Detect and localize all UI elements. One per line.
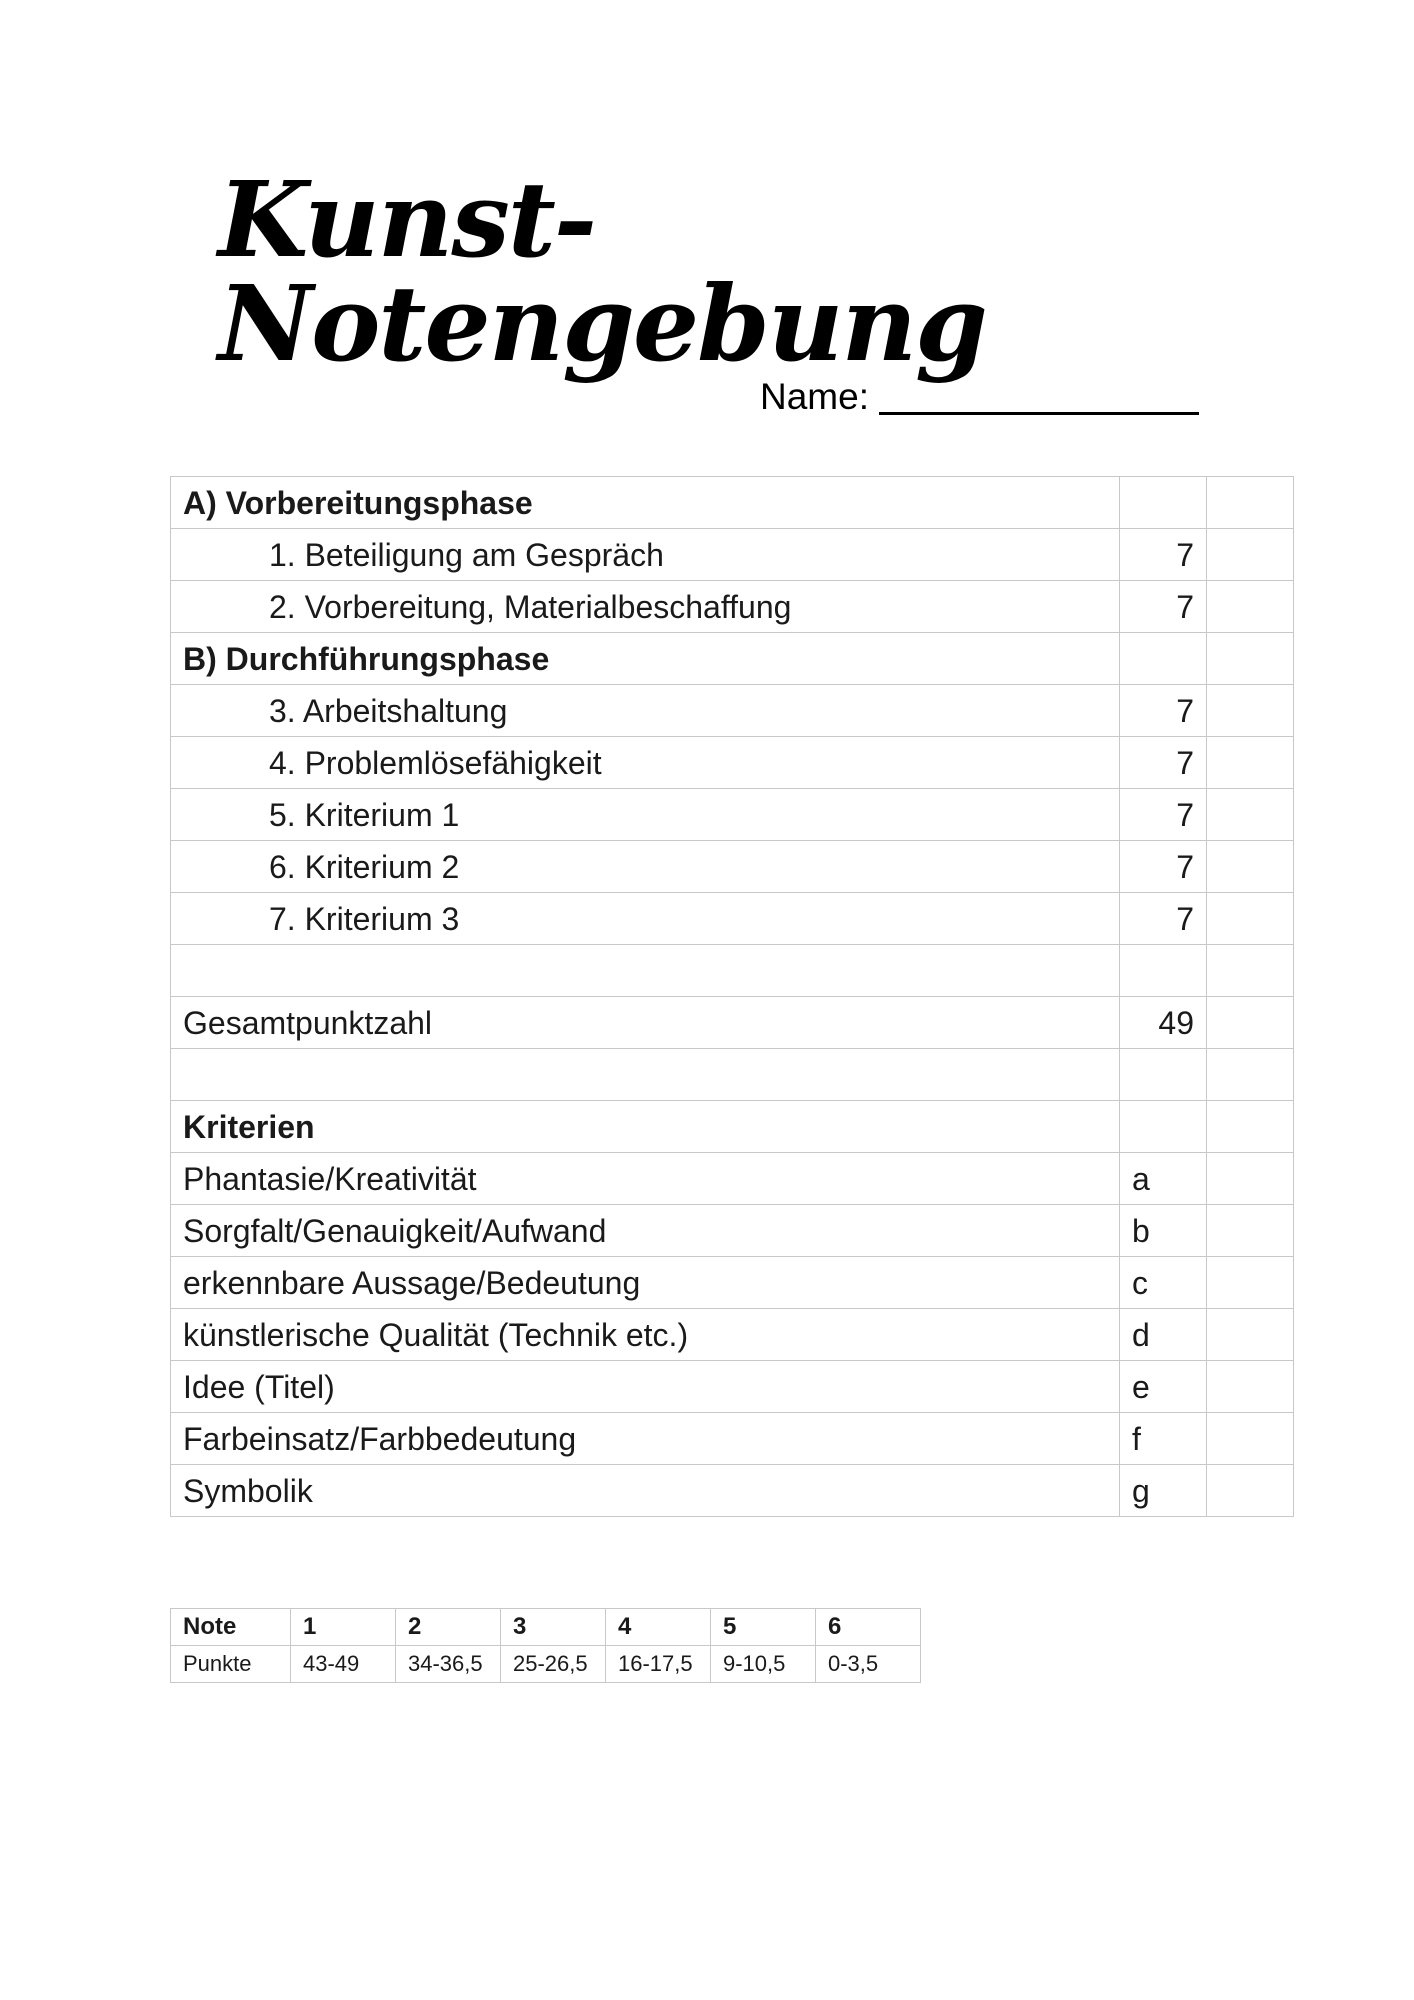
grading-row-label: 3. Arbeitshaltung — [171, 685, 1120, 737]
grading-row-value: 7 — [1120, 789, 1207, 841]
grading-row-label: 4. Problemlösefähigkeit — [171, 737, 1120, 789]
grade-scale-grade: 1 — [291, 1609, 396, 1646]
grading-row-value — [1120, 945, 1207, 997]
grading-row-score-cell — [1207, 841, 1294, 893]
grading-row-score-cell — [1207, 581, 1294, 633]
grading-row-score-cell — [1207, 1309, 1294, 1361]
grading-row — [171, 1413, 1294, 1465]
name-blank-line — [879, 374, 1199, 415]
grade-scale-table — [170, 1608, 921, 1683]
grading-row-value: e — [1120, 1361, 1207, 1413]
grading-row-score-cell — [1207, 997, 1294, 1049]
grading-table-body — [171, 477, 1294, 1517]
name-label: Name: — [760, 376, 869, 417]
grading-row-score-cell — [1207, 1153, 1294, 1205]
grading-row-value — [1120, 633, 1207, 685]
grading-row-label: Idee (Titel) — [171, 1361, 1120, 1413]
grading-row — [171, 529, 1294, 581]
grading-row-label: B) Durchführungsphase — [171, 633, 1120, 685]
grading-row-score-cell — [1207, 1413, 1294, 1465]
grading-row-score-cell — [1207, 633, 1294, 685]
grade-scale-grade: 4 — [606, 1609, 711, 1646]
grading-row-score-cell — [1207, 737, 1294, 789]
grading-row-label: Gesamtpunktzahl — [171, 997, 1120, 1049]
grading-row-score-cell — [1207, 477, 1294, 529]
grading-row — [171, 1309, 1294, 1361]
grading-row — [171, 1257, 1294, 1309]
grade-scale-points: 43-49 — [291, 1646, 396, 1683]
grading-row-value: 7 — [1120, 893, 1207, 945]
grading-row-score-cell — [1207, 893, 1294, 945]
grading-row-label: erkennbare Aussage/Bedeutung — [171, 1257, 1120, 1309]
grading-row-score-cell — [1207, 685, 1294, 737]
grading-row-value: d — [1120, 1309, 1207, 1361]
grading-row — [171, 1361, 1294, 1413]
grading-row-score-cell — [1207, 789, 1294, 841]
grading-row — [171, 633, 1294, 685]
grade-scale-header-label: Note — [171, 1609, 291, 1646]
grading-row — [171, 841, 1294, 893]
grading-row — [171, 685, 1294, 737]
grading-row-label: Farbeinsatz/Farbbedeutung — [171, 1413, 1120, 1465]
grading-row — [171, 789, 1294, 841]
grade-scale-points: 34-36,5 — [396, 1646, 501, 1683]
grade-scale-grade: 5 — [711, 1609, 816, 1646]
grading-row-score-cell — [1207, 945, 1294, 997]
grade-scale-grade: 2 — [396, 1609, 501, 1646]
grading-row-value — [1120, 1101, 1207, 1153]
grading-row-score-cell — [1207, 529, 1294, 581]
grading-row-label: künstlerische Qualität (Technik etc.) — [171, 1309, 1120, 1361]
grading-row-label: 1. Beteiligung am Gespräch — [171, 529, 1120, 581]
grading-row-score-cell — [1207, 1257, 1294, 1309]
grading-row-value: b — [1120, 1205, 1207, 1257]
grading-row-label: 2. Vorbereitung, Materialbeschaffung — [171, 581, 1120, 633]
grade-scale-points: 25-26,5 — [501, 1646, 606, 1683]
grading-row — [171, 1205, 1294, 1257]
grade-scale-points-row — [171, 1646, 921, 1683]
grading-row-value: 7 — [1120, 685, 1207, 737]
grading-row-value — [1120, 1049, 1207, 1101]
grading-row-value: 7 — [1120, 581, 1207, 633]
grade-scale-grade: 3 — [501, 1609, 606, 1646]
grading-row-score-cell — [1207, 1101, 1294, 1153]
grade-scale-grade: 6 — [816, 1609, 921, 1646]
grade-scale-points: 16-17,5 — [606, 1646, 711, 1683]
grading-row-score-cell — [1207, 1465, 1294, 1517]
grading-row-label — [171, 1049, 1120, 1101]
grading-row-label — [171, 945, 1120, 997]
grading-row — [171, 581, 1294, 633]
grade-scale-points: 0-3,5 — [816, 1646, 921, 1683]
grading-row-label: 6. Kriterium 2 — [171, 841, 1120, 893]
grade-scale-header-row — [171, 1609, 921, 1646]
grading-row — [171, 737, 1294, 789]
grading-row-value: f — [1120, 1413, 1207, 1465]
page-title: Kunst-Notengebung — [218, 158, 986, 385]
grading-row-label: Symbolik — [171, 1465, 1120, 1517]
grading-row-score-cell — [1207, 1049, 1294, 1101]
grading-row — [171, 477, 1294, 529]
grading-row-label: 7. Kriterium 3 — [171, 893, 1120, 945]
grading-row-label: A) Vorbereitungsphase — [171, 477, 1120, 529]
grading-row-value — [1120, 477, 1207, 529]
grading-row-label: Sorgfalt/Genauigkeit/Aufwand — [171, 1205, 1120, 1257]
grading-row-score-cell — [1207, 1205, 1294, 1257]
grading-row-value: g — [1120, 1465, 1207, 1517]
grade-scale-points: 9-10,5 — [711, 1646, 816, 1683]
grading-row — [171, 997, 1294, 1049]
grading-row-label: 5. Kriterium 1 — [171, 789, 1120, 841]
grading-row-label: Kriterien — [171, 1101, 1120, 1153]
grading-row-value: 49 — [1120, 997, 1207, 1049]
grading-row — [171, 945, 1294, 997]
grading-row-score-cell — [1207, 1361, 1294, 1413]
grading-row-value: c — [1120, 1257, 1207, 1309]
grading-row — [171, 1153, 1294, 1205]
grading-row — [171, 1101, 1294, 1153]
grade-scale-points-label: Punkte — [171, 1646, 291, 1683]
grading-row-value: a — [1120, 1153, 1207, 1205]
grading-row-value: 7 — [1120, 737, 1207, 789]
grading-table — [170, 476, 1294, 1517]
grading-row-value: 7 — [1120, 529, 1207, 581]
name-field — [760, 374, 1199, 415]
grading-row-label: Phantasie/Kreativität — [171, 1153, 1120, 1205]
grading-row — [171, 1049, 1294, 1101]
grading-row — [171, 893, 1294, 945]
grading-row — [171, 1465, 1294, 1517]
grading-row-value: 7 — [1120, 841, 1207, 893]
